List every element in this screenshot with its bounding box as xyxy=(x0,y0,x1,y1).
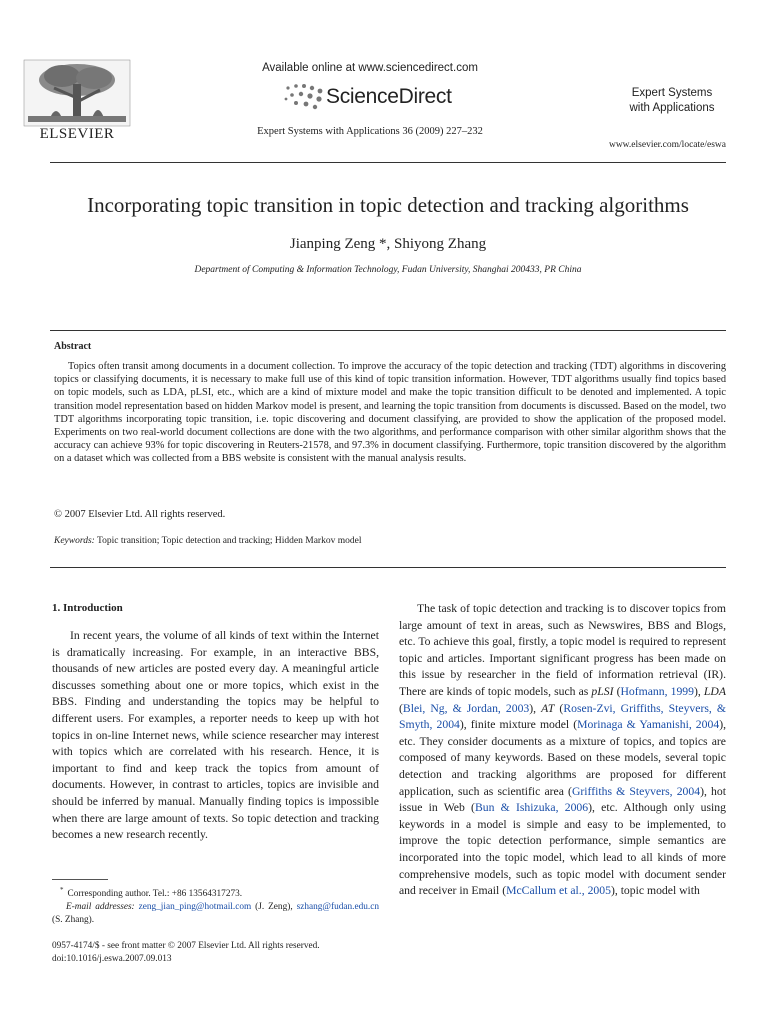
intro-paragraph-2: The task of topic detection and tracking is to discover topics from large amount of text in areas, such as Newswires, BBS and Blogs, etc. To achieve this goal, firstly, a topic model is required to represent topic and articles. Important significant progress has been made on this issue by researcher in the field of information retrieval (IR). There are kinds of topic models, such as pLSI (Hofmann, 1999), LDA (Blei, Ng, & Jordan, 2003), AT (Rosen-Zvi, Griffiths, Steyvers, & Smyth, 2004), finite mixture model (Morinaga & Yamanishi, 2004), etc. They consider documents as a mixture of topics, and topics are composed of many keywords. Based on these models, several topic detection and tracking algorithms are proposed for different application, such as scientific area (Griffiths & Steyvers, 2004), hot issue in Web (Bun & Ishizuka, 2006), etc. Although only using keywords in a model is simple and easy to be implemented, to improve the topic detection performance, simple semantics are incorporated into the topic model, which lead to all kinds of more comprehensive models, such as topic model with document sender and receiver in Email (McCallum et al., 2005), topic model with xyxy=(399,602,727,898)
footnote-corresponding: * Corresponding author. Tel.: +86 13564317273. xyxy=(60,886,243,900)
section-heading-introduction: 1. Introduction xyxy=(52,602,123,614)
front-matter-doi[interactable]: doi:10.1016/j.eswa.2007.09.013 xyxy=(52,954,172,964)
header-divider xyxy=(50,162,726,163)
citation-link[interactable]: Hofmann, 1999 xyxy=(620,684,694,698)
citation-link[interactable]: Blei, Ng, & Jordan, 2003 xyxy=(402,701,530,715)
sciencedirect-dots-icon xyxy=(282,82,328,112)
citation-link[interactable]: Rosen-Zvi, Griffiths, Steyvers, & Smyth, 2004 xyxy=(399,701,726,732)
sciencedirect-logo xyxy=(282,82,502,116)
footnote-emails: E-mail addresses: zeng_jian_ping@hotmail.com (J. Zeng), szhang@fudan.edu.cn (S. Zhang). xyxy=(52,902,379,926)
left-column xyxy=(52,601,379,844)
citation-link[interactable]: Bun & Ishizuka, 2006 xyxy=(474,801,589,815)
article-authors: Jianping Zeng *, Shiyong Zhang xyxy=(289,236,487,252)
journal-name-line1: Expert Systems xyxy=(631,87,713,99)
journal-url-link[interactable]: www.elsevier.com/locate/eswa xyxy=(608,140,726,150)
article-title: Incorporating topic transition in topic detection and tracking algorithms xyxy=(87,193,689,217)
elsevier-wordmark: ELSEVIER xyxy=(39,126,115,142)
citation-link[interactable]: Griffiths & Steyvers, 2004 xyxy=(571,784,701,798)
keywords-label: Keywords: xyxy=(54,536,95,546)
keywords-list: Topic transition; Topic detection and tracking; Hidden Markov model xyxy=(97,536,362,546)
author-affiliation: Department of Computing & Information Technology, Fudan University, Shanghai 200433, PR China xyxy=(194,265,582,275)
right-column xyxy=(399,601,726,900)
available-online-text: Available online at www.sciencedirect.com xyxy=(262,62,478,74)
sciencedirect-name: ScienceDirect xyxy=(326,85,452,108)
abstract-copyright: © 2007 Elsevier Ltd. All rights reserved. xyxy=(54,509,226,520)
footnotes xyxy=(52,884,379,927)
abstract-body xyxy=(54,360,726,466)
citation-link[interactable]: Morinaga & Yamanishi, 2004 xyxy=(577,718,720,732)
abstract-paragraph: Topics often transit among documents in a document collection. To improve the accuracy of the topic detection and tracking (TDT) algorithms in discovering topics or classifying documents, it is necessary to make full use of this kind of topic transition information. However, TDT algorithms usually find topics based on topic models, such as LDA, pLSI, etc., which are a kind of mixture model and make the topic transition difficult to be denoted and implemented. A topic transition model representation based on hidden Markov model is present, and learning the topic transition from documents is discussed. Based on the model, two TDT algorithms incorporating topic transition, i.e. topic discovering and document classifying, are provided to show the application of the proposed model. Experiments on two real-world document collections are done with the two algorithms, and performance comparison with other similar algorithm shows that the accuracy can achieve 93% for topic discovering in Reuters-21578, and 97.3% in document classifying. Furthermore, topic transition discovered by the algorithm on a dataset which was collected from a BBS website is consistent with the manual analysis results. xyxy=(54,361,726,465)
journal-name-line2: with Applications xyxy=(629,102,715,114)
journal-name xyxy=(612,86,732,116)
footnote-divider xyxy=(52,879,108,880)
email-link-zeng[interactable]: zeng_jian_ping@hotmail.com xyxy=(138,902,252,913)
abstract-bottom-divider xyxy=(50,567,726,568)
intro-paragraph-1: In recent years, the volume of all kinds of text within the Internet is dramatically increasing. For example, in an interactive BBS, thousands of new articles are posted every day. A meaningful article discusses something about one or more topics, which exist in the BBS. Finding and understanding the topics may be helpful to different users. For examples, a reporter needs to keep up with hot topics in on-line Internet news, while science researcher may interest with topics which are correlated with his research. Hence, it is important to find and keep track the topics from amount of documents. However, in contrast to articles, topics are invisible and should be inferred by manual. Manually finding topics is impossible when there are large amount of texts. So topic detection and tracking becomes a new research recently. xyxy=(52,629,379,842)
citation-link[interactable]: McCallum et al., 2005 xyxy=(506,884,611,898)
abstract-heading: Abstract xyxy=(54,341,92,352)
front-matter xyxy=(52,940,392,966)
email-link-zhang[interactable]: szhang@fudan.edu.cn xyxy=(296,902,379,913)
keywords xyxy=(54,536,361,546)
journal-reference: Expert Systems with Applications 36 (2009) 227–232 xyxy=(257,126,483,137)
abstract-top-divider xyxy=(50,330,726,331)
front-matter-issn: 0957-4174/$ - see front matter © 2007 Elsevier Ltd. All rights reserved. xyxy=(52,941,320,951)
